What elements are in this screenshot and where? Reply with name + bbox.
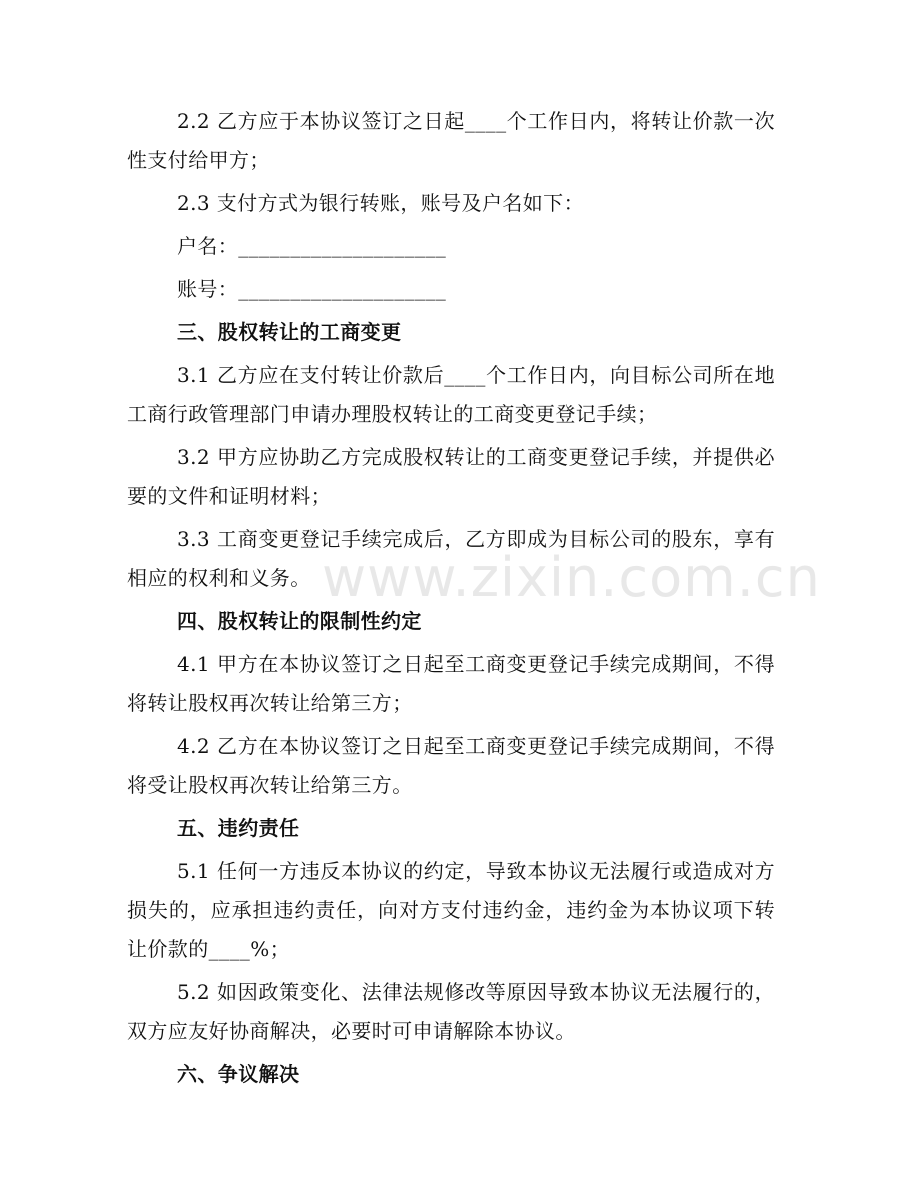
clause-5-1: 5.1 任何一方违反本协议的约定，导致本协议无法履行或造成对方损失的，应承担违约责任，向对方支付违约金，违约金为本协议项下转让价款的____%；	[127, 859, 775, 961]
clause-2-2: 2.2 乙方应于本协议签订之日起____个工作日内，将转让价款一次性支付给甲方；	[127, 109, 775, 172]
section-heading-6: 六、争议解决	[177, 1062, 300, 1086]
section-heading-4: 四、股权转让的限制性约定	[177, 609, 422, 633]
clause-2-3: 2.3 支付方式为银行转账，账号及户名如下：	[177, 191, 584, 215]
watermark: www.zixin.com.cn	[322, 546, 821, 609]
clause-4-2: 4.2 乙方在本协议签订之日起至工商变更登记手续完成期间，不得将受让股权再次转让给第三方。	[127, 734, 775, 797]
clause-4-1: 4.1 甲方在本协议签订之日起至工商变更登记手续完成期间，不得将转让股权再次转让给第三方；	[127, 652, 775, 715]
section-heading-5: 五、违约责任	[177, 816, 300, 840]
account-number-field: 账号：____________________	[177, 277, 447, 301]
clause-5-2: 5.2 如因政策变化、法律法规修改等原因导致本协议无法履行的，双方应友好协商解决，必要时可申请解除本协议。	[127, 980, 775, 1043]
document-body	[127, 102, 775, 1098]
clause-3-2: 3.2 甲方应协助乙方完成股权转让的工商变更登记手续，并提供必要的文件和证明材料；	[127, 445, 775, 508]
account-name-field: 户名：____________________	[177, 234, 447, 258]
clause-3-3: 3.3 工商变更登记手续完成后，乙方即成为目标公司的股东，享有相应的权利和义务。	[127, 527, 775, 590]
section-heading-3: 三、股权转让的工商变更	[177, 320, 402, 344]
clause-3-1: 3.1 乙方应在支付转让价款后____个工作日内，向目标公司所在地工商行政管理部门申请办理股权转让的工商变更登记手续；	[127, 363, 775, 426]
